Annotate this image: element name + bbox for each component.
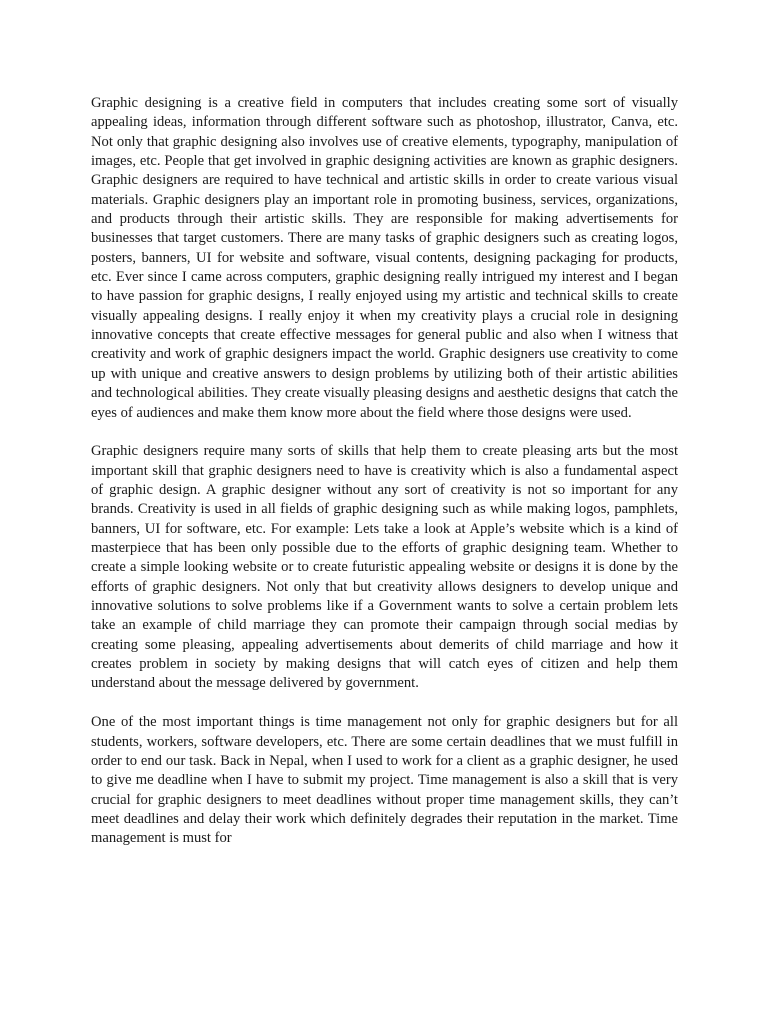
paragraph-3: One of the most important things is time management not only for graphic designers but for all students, workers, software developers, etc. There are some certain deadlines that we must fulfill in order to end our task. Back in Nepal, when I used to work for a client as a graphic designer, he used to give me deadline when I have to submit my project. Time management is also a skill that is very crucial for graphic designers to meet deadlines without proper time management skills, they can’t meet deadlines and delay their work which definitely degrades their reputation in the market. Time management is must for [91,714,678,847]
document-body [91,94,678,849]
paragraph-2: Graphic designers require many sorts of skills that help them to create pleasing arts but the most important skill that graphic designers need to have is creativity which is also a fundamental aspect of graphic design. A graphic designer without any sort of creativity is not so important for any brands. Creativity is used in all fields of graphic designing such as while making logos, pamphlets, banners, UI for software, etc. For example: Lets take a look at Apple’s website which is a kind of masterpiece that has been only possible due to the efforts of graphic designing team. Whether to create a simple looking website or to create futuristic appealing website or designs it is done by the efforts of graphic designers. Not only that but creativity allows designers to develop unique and innovative solutions to solve problems like if a Government wants to solve a certain problem lets take an example of child marriage they can promote their campaign through social medias by creating some pleasing, appealing advertisements about demerits of child marriage and how it creates problem in society by making designs that will catch eyes of citizen and help them understand about the message delivered by government. [91,443,678,692]
paragraph-1: Graphic designing is a creative field in computers that includes creating some sort of visually appealing ideas, information through different software such as photoshop, illustrator, Canva, etc. Not only that graphic designing also involves use of creative elements, typography, manipulation of images, etc. People that get involved in graphic designing activities are known as graphic designers. Graphic designers are required to have technical and artistic skills in order to create various visual materials. Graphic designers play an important role in promoting business, services, organizations, and products through their artistic skills. They are responsible for making advertisements for businesses that target customers. There are many tasks of graphic designers such as creating logos, posters, banners, UI for website and software, visual contents, designing packaging for products, etc. Ever since I came across computers, graphic designing really intrigued my interest and I began to have passion for graphic designs, I really enjoyed using my artistic and technical skills to create visually appealing designs. I really enjoy it when my creativity plays a crucial role in designing innovative concepts that create effective messages for general public and also when I witness that creativity and work of graphic designers impact the world. Graphic designers use creativity to come up with unique and creative answers to design problems by utilizing both of their artistic abilities and technological abilities. They create visually pleasing designs and aesthetic designs that catch the eyes of audiences and make them know more about the field where those designs were used. [91,95,678,421]
